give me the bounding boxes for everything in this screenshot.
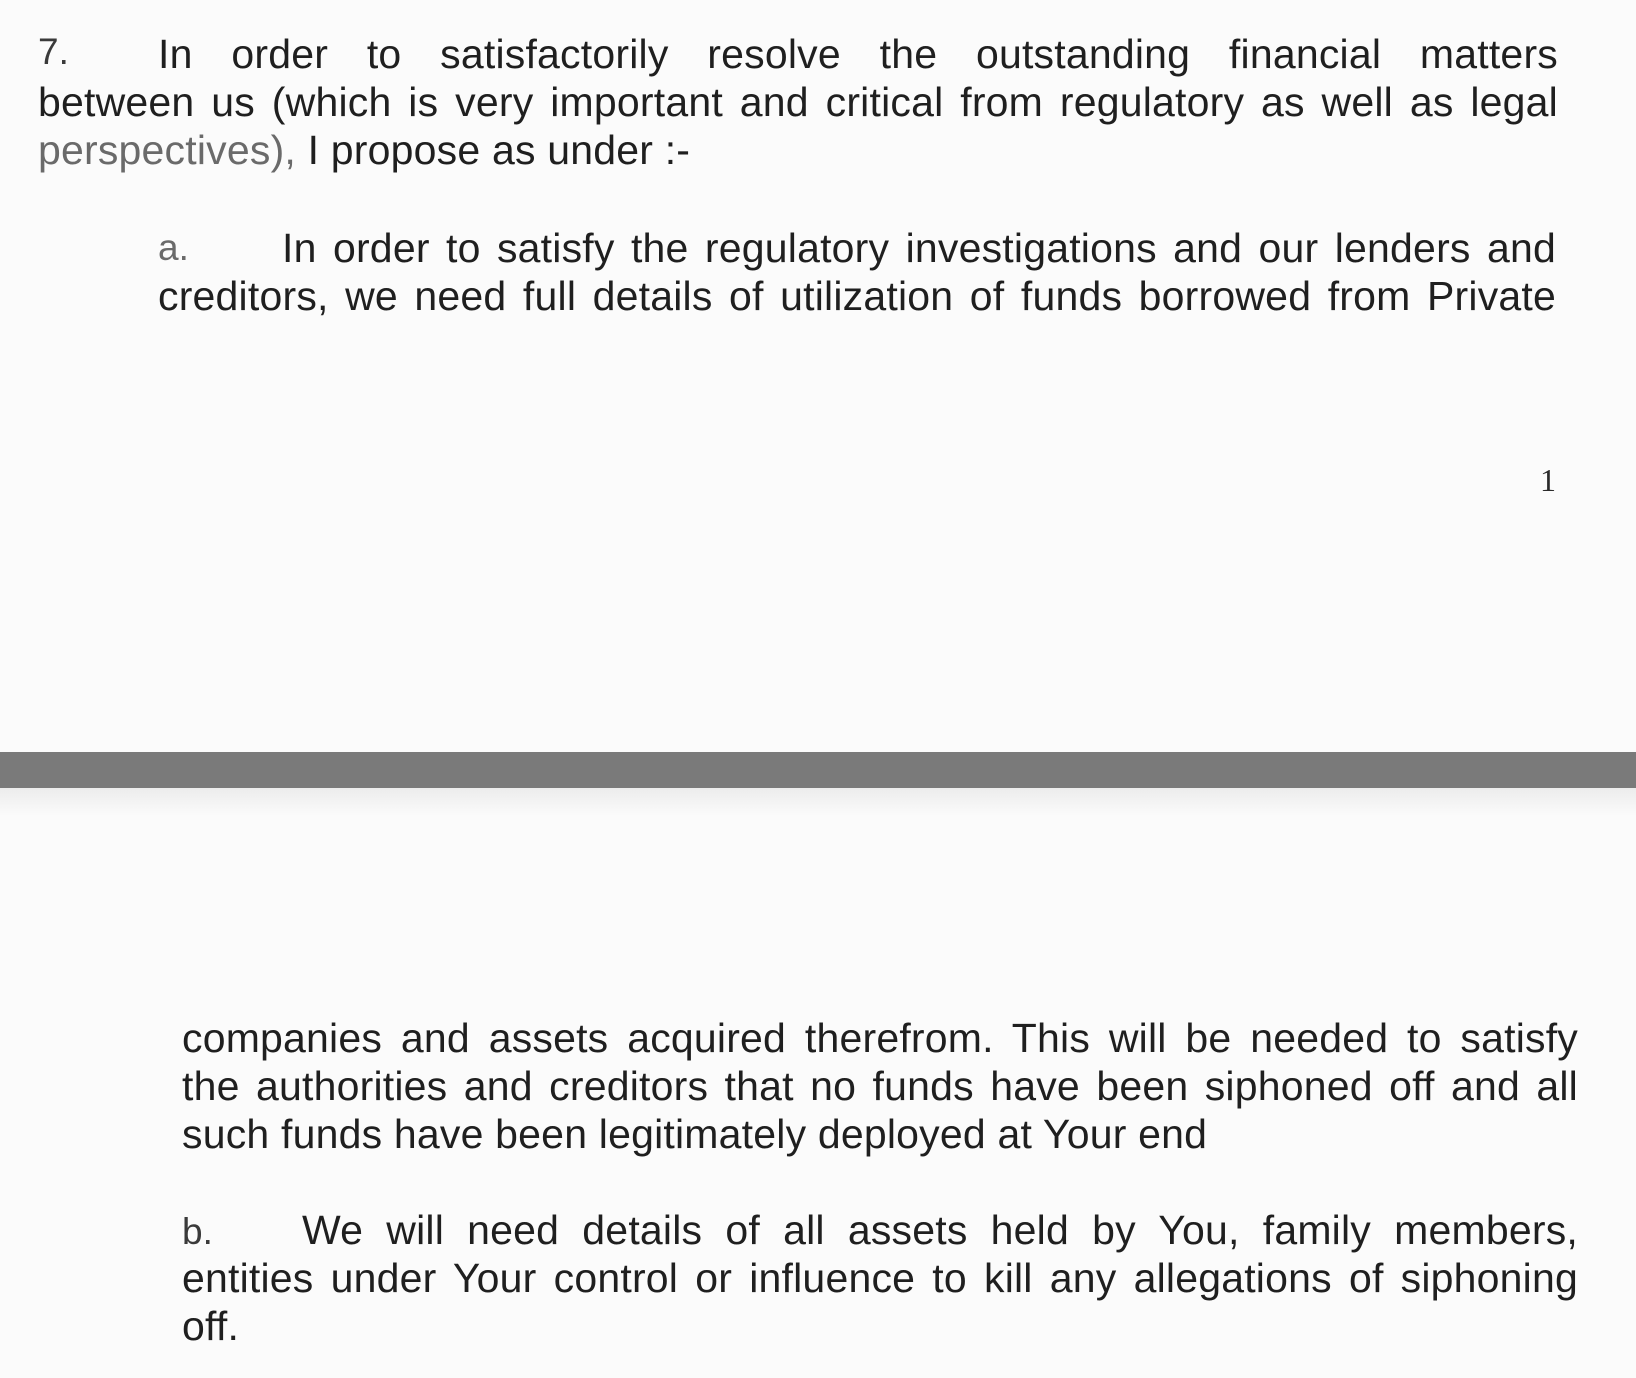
paragraph-7-line-1: In order to satisfactorily resolve the outstanding financial matters [158,31,1558,77]
item-a-continued-line-3: such funds have been legitimately deployed at Your end [182,1111,1208,1157]
item-b-line-3: off. [182,1303,240,1349]
page-number: 1 [1540,462,1556,498]
paragraph-7-line-2: between us (which is very important and critical from regulatory as well as legal [38,79,1558,125]
item-a-letter: a. [158,227,189,268]
page-separator [0,752,1636,788]
paragraph-7-number: 7. [38,31,69,72]
item-b-letter: b. [182,1211,213,1252]
letter-page-2 [0,788,1636,1378]
item-a-line-1: In order to satisfy the regulatory investigations and our lenders and [282,225,1556,271]
scan-edge-shadow [0,788,1636,816]
paragraph-7-line-3 [38,126,690,174]
item-a-continued-line-2: the authorities and creditors that no funds have been siphoned off and all [182,1063,1578,1109]
paragraph-7-line-3-rest: I propose as under :- [296,127,691,173]
item-a-continued-line-1: companies and assets acquired therefrom. This will be needed to satisfy [182,1015,1578,1061]
item-a-line-2: creditors, we need full details of utilization of funds borrowed from Private [158,273,1556,319]
paragraph-7-line-3-faded: perspectives), [38,127,297,173]
item-b-line-2: entities under Your control or influence to kill any allegations of siphoning [182,1255,1578,1301]
item-b-line-1: We will need details of all assets held by You, family members, [302,1207,1578,1253]
